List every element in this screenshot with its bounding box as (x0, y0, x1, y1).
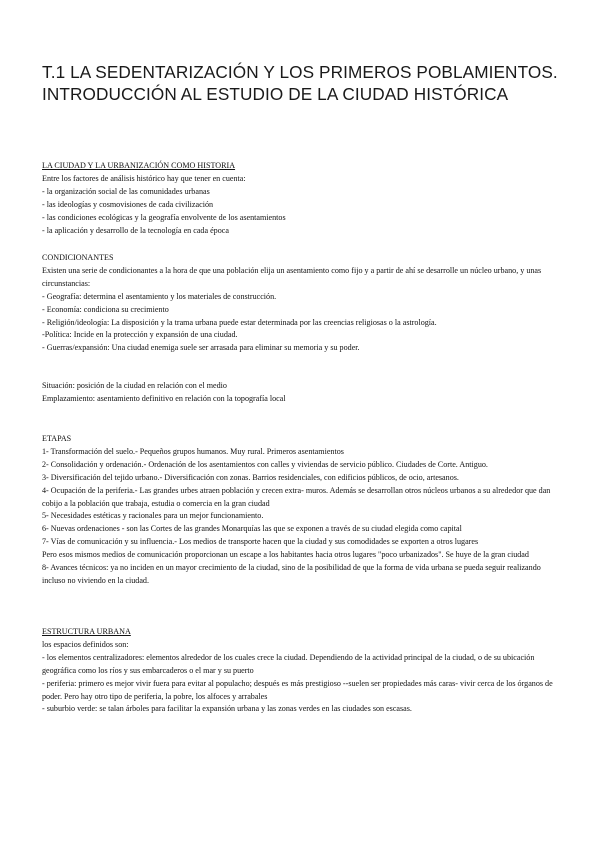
emplazamiento-line: Emplazamiento: asentamiento definitivo en relación con la topografía local (42, 393, 286, 403)
section-etapas (42, 433, 562, 588)
list-item: 5- Necesidades estéticas y racionales para un mejor funcionamiento. (42, 511, 264, 521)
list-item: - los elementos centralizadores: elementos alrededor de los cuales crece la ciudad. Dependiendo de la actividad principal de la ciudad, o de su ubicación geográfica como los ríos y sus embarcaderos o el mar y su puerto (42, 652, 535, 675)
list-item: 7- Vías de comunicación y su influencia.- Los medios de transporte hacen que la ciudad y sus comodidades se exporten a otros lugares (42, 537, 479, 547)
section-condicionantes (42, 252, 562, 355)
situacion-line: Situación: posición de la ciudad en relación con el medio (42, 381, 227, 390)
list-item: - Economía: condiciona su crecimiento (42, 304, 169, 314)
section-heading-estructura: ESTRUCTURA URBANA (42, 627, 131, 636)
list-item: - las ideologías y cosmovisiones de cada civilización (42, 199, 214, 209)
list-item: - periferia: primero es mejor vivir fuera para evitar al populacho; después es más prestigioso --suelen ser propiedades más caras- vivir cerca de los órganos de poder. Pero hay otro tipo de periferia, la pobre, los alfoces y arrabales (42, 678, 553, 701)
title-line-2: INTRODUCCIÓN AL ESTUDIO DE LA CIUDAD HISTÓRICA (42, 83, 509, 104)
list-item: 1- Transformación del suelo.- Pequeños grupos humanos. Muy rural. Primeros asentamientos (42, 446, 344, 456)
section-heading-historia: LA CIUDAD Y LA URBANIZACIÓN COMO HISTORIA (42, 161, 236, 170)
list-item: 6- Nuevas ordenaciones - son las Cortes de las grandes Monarquías las que se exponen a través de su ciudad elegida como capital (42, 524, 462, 534)
section-heading-condicionantes: CONDICIONANTES (42, 253, 114, 262)
list-item: - suburbio verde: se talan árboles para facilitar la expansión urbana y las zonas verdes en las ciudades son escasas. (42, 704, 412, 714)
list-item: 3- Diversificación del tejido urbano.- Diversificación con zonas. Barrios residenciales, con edificios públicos, de ocio, artesanos. (42, 472, 459, 482)
section-historia (42, 160, 562, 237)
list-item: 2- Consolidación y ordenación.- Ordenación de los asentamientos con calles y viviendas de servicio público. Ciudades de Corte. Antiguo. (42, 459, 488, 469)
historia-intro: Entre los factores de análisis histórico hay que tener en cuenta: (42, 173, 246, 183)
list-item: - Guerras/expansión: Una ciudad enemiga suele ser arrasada para eliminar su memoria y su poder. (42, 343, 360, 353)
page-title (42, 62, 582, 105)
title-line-1: T.1 LA SEDENTARIZACIÓN Y LOS PRIMEROS POBLAMIENTOS. (42, 62, 558, 82)
estructura-intro: los espacios definidos son: (42, 639, 129, 649)
list-item: - las condiciones ecológicas y la geografía envolvente de los asentamientos (42, 212, 286, 222)
section-estructura (42, 626, 562, 716)
list-item: 4- Ocupación de la periferia.- Las grandes urbes atraen población y crecen extra- muros. Además se desarrollan otros núcleos urbanos a su alrededor que dan cobijo a la población que trabaja, estudia o comercia en la gran ciudad (42, 485, 551, 508)
list-item: - la organización social de las comunidades urbanas (42, 186, 210, 196)
section-heading-etapas: ETAPAS (42, 434, 72, 443)
list-item: - Geografía: determina el asentamiento y los materiales de construcción. (42, 291, 277, 301)
condicionantes-intro: Existen una serie de condicionantes a la hora de que una población elija un asentamiento como fijo y a partir de ahí se desarrolle un núcleo urbano, y unas circunstancias: (42, 265, 542, 288)
list-item: Pero esos mismos medios de comunicación proporcionan un escape a los habitantes hacia otros lugares "poco urbanizados". Se huye de la gran ciudad (42, 550, 529, 560)
section-situacion (42, 380, 562, 406)
list-item: 8- Avances técnicos: ya no inciden en un mayor crecimiento de la ciudad, sino de la posibilidad de que la forma de vida urbana se pueda seguir realizando incluso no viviendo en la ciudad. (42, 563, 541, 585)
list-item: -Política: Incide en la protección y expansión de una ciudad. (42, 330, 238, 340)
list-item: - Religión/ideología: La disposición y la trama urbana puede estar determinada por las creencias religiosas o la astrología. (42, 317, 437, 327)
list-item: - la aplicación y desarrollo de la tecnología en cada época (42, 225, 229, 235)
